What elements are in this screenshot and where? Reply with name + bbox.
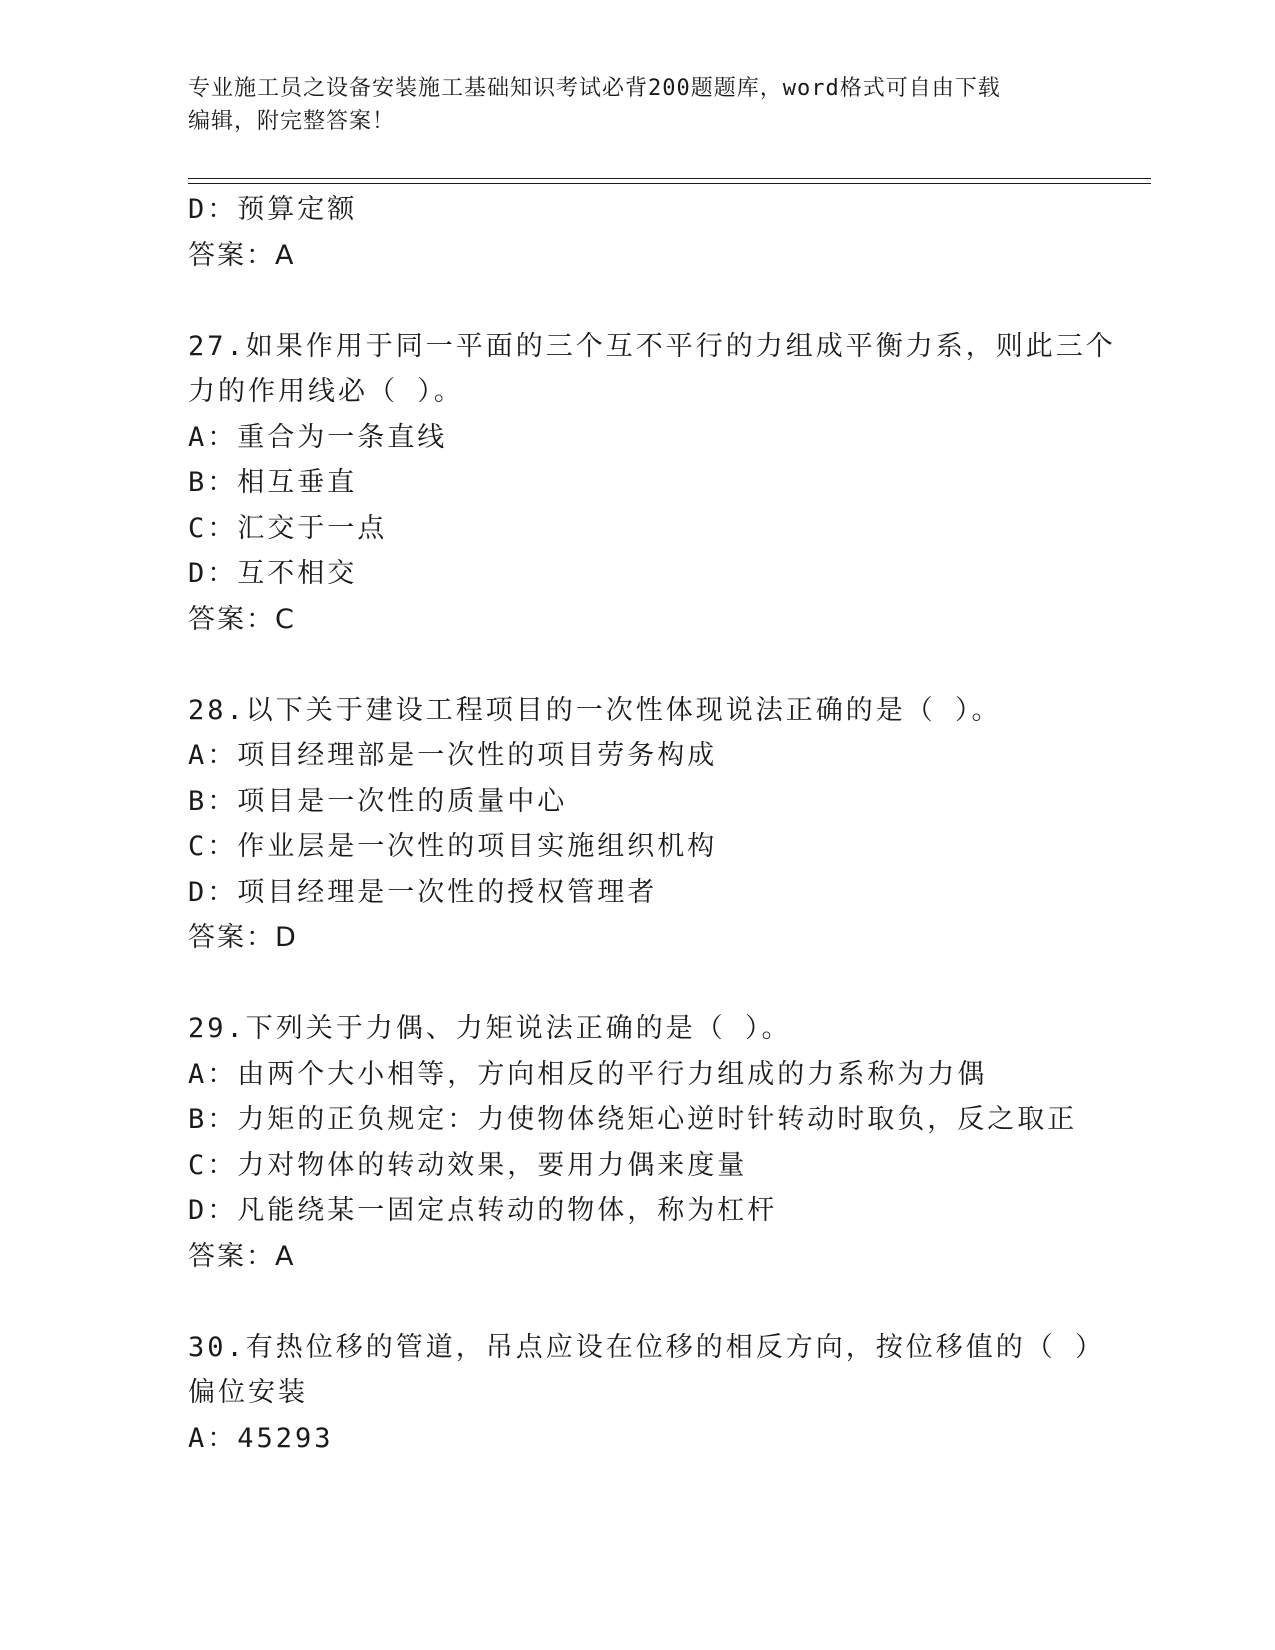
spacer — [188, 961, 1148, 1007]
answer: 答案：D — [188, 922, 298, 953]
answer: 答案：C — [188, 603, 296, 635]
answer: 答案：A — [188, 239, 296, 271]
question-30 — [188, 1325, 1148, 1462]
option-d: D：项目经理是一次性的授权管理者 — [188, 876, 658, 908]
header-divider-bottom — [188, 183, 1151, 184]
option-b: B：相互垂直 — [188, 467, 358, 498]
question-stem-continued: 偏位安装 — [188, 1377, 308, 1408]
option-a: A：由两个大小相等，方向相反的平行力组成的力系称为力偶 — [188, 1058, 988, 1090]
question-28 — [188, 688, 1148, 961]
question-stem: 29.下列关于力偶、力矩说法正确的是（ ）。 — [188, 1013, 792, 1044]
question-26-tail — [188, 187, 1148, 278]
option-d: D：预算定额 — [188, 194, 358, 225]
spacer — [188, 642, 1148, 688]
option-b: B：力矩的正负规定：力使物体绕矩心逆时针转动时取负，反之取正 — [188, 1104, 1078, 1135]
header-title-line-1: 专业施工员之设备安装施工基础知识考试必背200题题库，word格式可自由下载 — [188, 76, 1001, 101]
question-29 — [188, 1006, 1148, 1279]
question-stem: 30.有热位移的管道，吊点应设在位移的相反方向，按位移值的（ ） — [188, 1331, 1106, 1363]
header-title-line-2: 编辑，附完整答案！ — [188, 109, 396, 134]
question-27 — [188, 324, 1148, 643]
answer: 答案：A — [188, 1240, 296, 1272]
option-d: D：互不相交 — [188, 558, 358, 589]
option-c: C：作业层是一次性的项目实施组织机构 — [188, 831, 718, 862]
option-a: A：重合为一条直线 — [188, 421, 448, 453]
option-a: A：项目经理部是一次性的项目劳务构成 — [188, 740, 718, 771]
document-header — [188, 72, 1088, 138]
option-d: D：凡能绕某一固定点转动的物体，称为杠杆 — [188, 1195, 778, 1226]
option-c: C：力对物体的转动效果，要用力偶来度量 — [188, 1149, 748, 1181]
question-stem: 28.以下关于建设工程项目的一次性体现说法正确的是（ ）。 — [188, 694, 1002, 726]
option-b: B：项目是一次性的质量中心 — [188, 785, 568, 817]
spacer — [188, 1279, 1148, 1325]
question-stem: 27.如果作用于同一平面的三个互不平行的力组成平衡力系，则此三个 — [188, 330, 1116, 362]
spacer — [188, 278, 1148, 324]
question-list — [188, 187, 1148, 1461]
option-c: C：汇交于一点 — [188, 512, 388, 544]
option-a: A：45293 — [188, 1422, 334, 1454]
header-divider-top — [188, 178, 1151, 179]
question-stem-continued: 力的作用线必（ ）。 — [188, 376, 464, 407]
